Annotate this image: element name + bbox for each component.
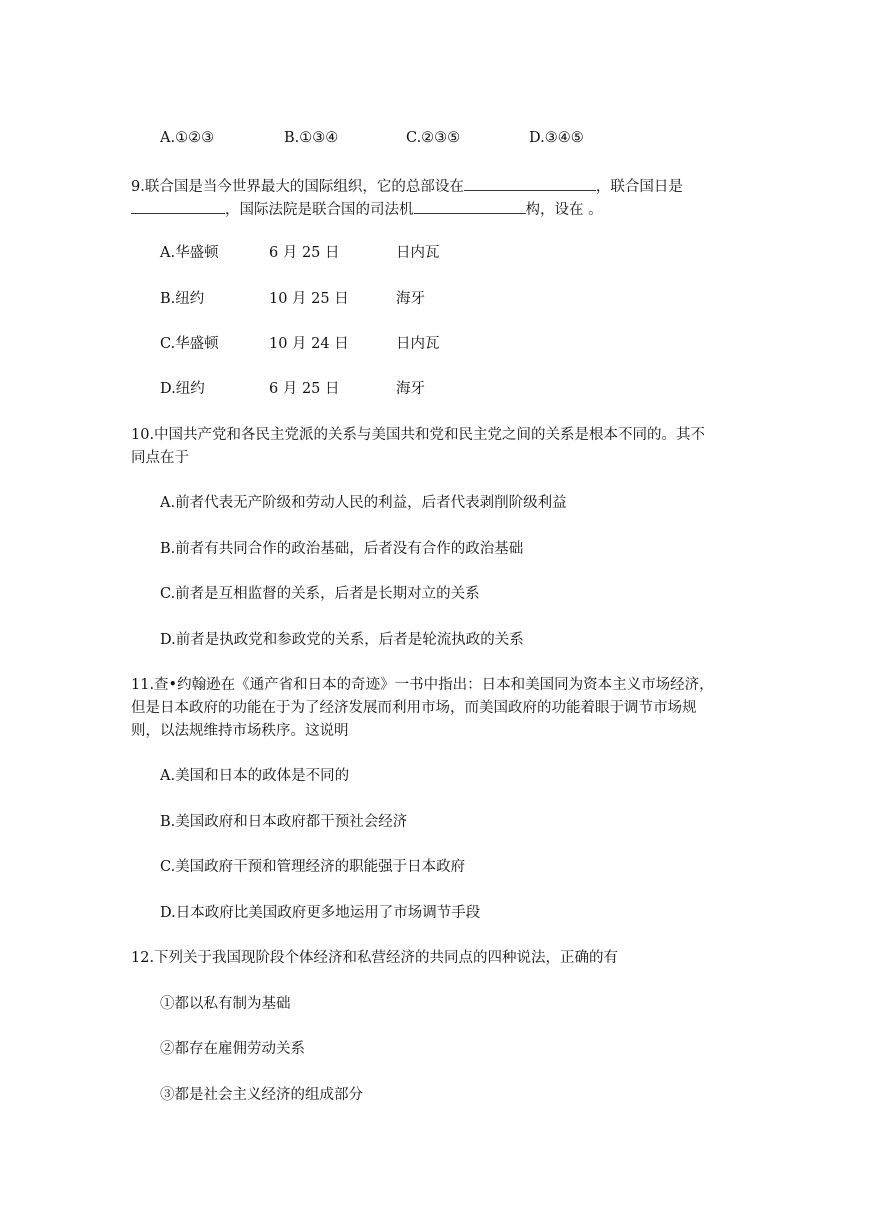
q11-stem-line2: 但是日本政府的功能在于为了经济发展而利用市场，而美国政府的功能着眼于调节市场规	[131, 700, 697, 716]
q9-blank-3	[414, 198, 526, 214]
q8-option-d: D.③④⑤	[529, 130, 584, 146]
q9-option-b-place: 海牙	[396, 291, 425, 307]
q9-stem-line2	[131, 198, 603, 220]
q11-option-a: A.美国和日本的政体是不同的	[160, 768, 350, 784]
q12-item-2: ②都存在雇佣劳动关系	[160, 1041, 305, 1057]
q10-option-a: A.前者代表无产阶级和劳动人民的利益，后者代表剥削阶级利益	[160, 495, 567, 511]
q9-option-b-date: 10 月 25 日	[269, 291, 349, 307]
q9-option-a-letter: A.华盛顿	[160, 245, 219, 261]
q9-option-a-place: 日内瓦	[396, 245, 440, 261]
q9-stem-part1: 9.联合国是当今世界最大的国际组织，它的总部设在	[131, 179, 464, 195]
q10-option-d: D.前者是执政党和参政党的关系，后者是轮流执政的关系	[160, 632, 524, 648]
q11-stem-line1: 11.查•约翰逊在《通产省和日本的奇迹》一书中指出：日本和美国同为资本主义市场经济，	[131, 677, 714, 693]
q9-blank-1	[464, 175, 596, 191]
q9-option-c-date: 10 月 24 日	[269, 336, 349, 352]
q10-stem-line1: 10.中国共产党和各民主党派的关系与美国共和党和民主党之间的关系是根本不同的。其不	[131, 427, 706, 443]
q9-stem-part2: ，联合国日是	[595, 179, 683, 195]
q12-item-1: ①都以私有制为基础	[160, 996, 291, 1012]
q9-stem-line1	[131, 175, 683, 197]
q11-stem-line3: 则，以法规维持市场秩序。这说明	[131, 723, 349, 739]
q10-option-b: B.前者有共同合作的政治基础，后者没有合作的政治基础	[160, 541, 524, 557]
q11-option-d: D.日本政府比美国政府更多地运用了市场调节手段	[160, 905, 481, 921]
q11-option-b: B.美国政府和日本政府都干预社会经济	[160, 814, 408, 830]
q11-option-c: C.美国政府干预和管理经济的职能强于日本政府	[160, 859, 466, 875]
q9-option-b-letter: B.纽约	[160, 291, 205, 307]
q9-option-c-place: 日内瓦	[396, 336, 440, 352]
q12-stem: 12.下列关于我国现阶段个体经济和私营经济的共同点的四种说法，正确的有	[131, 950, 619, 966]
q9-blank-2	[131, 198, 225, 214]
q9-option-c-letter: C.华盛顿	[160, 336, 219, 352]
q8-option-c: C.②③⑤	[406, 130, 461, 146]
q9-option-d-place: 海牙	[396, 381, 425, 397]
q8-option-a: A.①②③	[160, 130, 215, 146]
q12-item-3: ③都是社会主义经济的组成部分	[160, 1087, 363, 1103]
q9-option-d-date: 6 月 25 日	[269, 381, 340, 397]
q9-option-a-date: 6 月 25 日	[269, 245, 340, 261]
q10-option-c: C.前者是互相监督的关系，后者是长期对立的关系	[160, 586, 480, 602]
q9-option-d-letter: D.纽约	[160, 381, 205, 397]
q8-option-b: B.①③④	[284, 130, 339, 146]
q9-stem-part4: 构，设在 。	[525, 202, 603, 218]
q10-stem-line2: 同点在于	[131, 450, 189, 466]
q9-stem-part3: ，国际法院是联合国的司法机	[225, 202, 414, 218]
